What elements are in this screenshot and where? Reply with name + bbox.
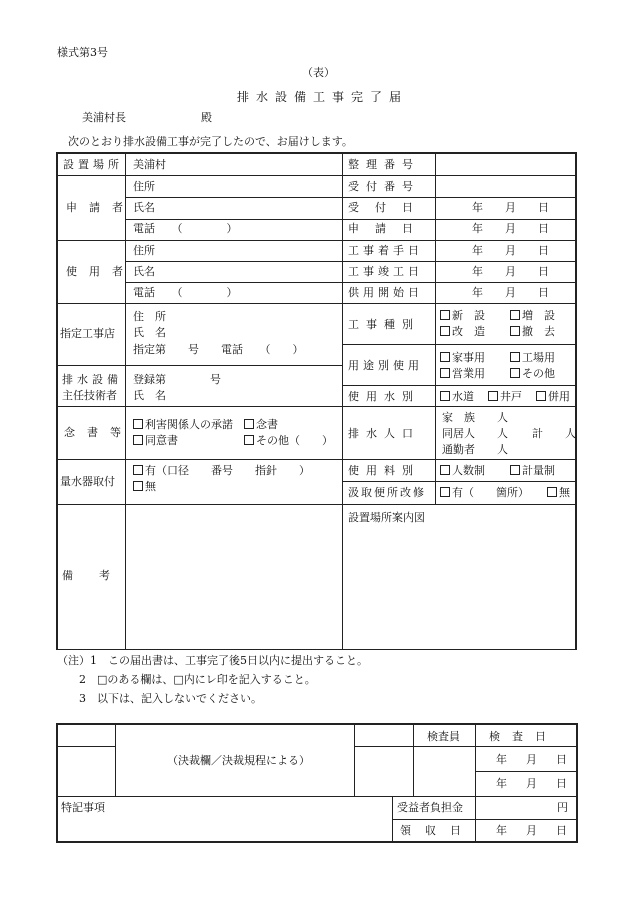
pop-total: 計 人 xyxy=(532,427,576,440)
app-date-label: 申請日 xyxy=(348,222,429,235)
receipt-date-label: 領収日 xyxy=(400,824,475,837)
inspect-date-2: 年 月 日 xyxy=(496,777,571,790)
pop-cohab: 同居人 人 xyxy=(442,427,508,440)
water-label: 使用水別 xyxy=(348,390,420,403)
inspect-date-1: 年 月 日 xyxy=(496,753,571,766)
engineer-label-2: 主任技術者 xyxy=(62,389,117,402)
side-label: （表） xyxy=(302,66,335,79)
checkbox-usage-other[interactable] xyxy=(510,368,520,378)
usage-label: 用途別使用 xyxy=(348,359,423,372)
checkbox-meter-yes[interactable] xyxy=(133,465,143,475)
checkbox-well[interactable] xyxy=(488,391,498,401)
water-opt-tap: 水道 xyxy=(440,391,474,402)
applicant-phone-label: 電話 （ ） xyxy=(133,222,238,235)
checkbox-toilet-no[interactable] xyxy=(547,487,557,497)
checkbox-both[interactable] xyxy=(536,391,546,401)
checkbox-home[interactable] xyxy=(440,352,450,362)
checkbox-toilet-yes[interactable] xyxy=(440,487,450,497)
checkbox-consent[interactable] xyxy=(133,419,143,429)
ref-no-label: 整理番号 xyxy=(348,158,420,171)
docs-row-1: 利害関係人の承諾 念書 xyxy=(133,419,278,430)
meter-opt-no: 無 xyxy=(133,481,156,492)
contractor-label: 指定工事店 xyxy=(60,327,115,340)
end-date-label: 工事竣工日 xyxy=(348,265,423,278)
app-date-value: 年 月 日 xyxy=(472,222,549,235)
toilet-opt-yes: 有（ 箇所） xyxy=(440,487,529,498)
remarks-label: 備考 xyxy=(62,569,136,582)
inspector-label: 検査員 xyxy=(427,730,460,743)
checkbox-remove[interactable] xyxy=(510,326,520,336)
applicant-label: 申請者 xyxy=(66,201,135,214)
meter-opt-yes: 有（口径 番号 指針 ） xyxy=(133,465,310,476)
checkbox-meter-no[interactable] xyxy=(133,481,143,491)
honorific: 殿 xyxy=(201,111,212,124)
note-2: 2 □のある欄は、□内にレ印を記入すること。 xyxy=(79,673,316,686)
checkbox-per-person[interactable] xyxy=(440,465,450,475)
fee-label: 使用料別 xyxy=(348,464,420,477)
engineer-name-label: 氏 名 xyxy=(133,389,166,402)
user-phone-label: 電話 （ ） xyxy=(133,286,238,299)
map-label: 設置場所案内図 xyxy=(348,511,425,524)
work-type-row-1b: 増 設 xyxy=(510,310,555,321)
form-number: 様式第3号 xyxy=(57,46,108,59)
applicant-address-label: 住所 xyxy=(133,180,155,193)
checkbox-new[interactable] xyxy=(440,310,450,320)
usage-opt-factory: 工場用 xyxy=(510,352,555,363)
pop-commute: 通勤者 人 xyxy=(442,443,508,456)
fee-opt-meter: 計量制 xyxy=(510,465,555,476)
checkbox-other[interactable] xyxy=(244,435,254,445)
user-address-label: 住所 xyxy=(133,244,155,257)
checkbox-memo[interactable] xyxy=(244,419,254,429)
recv-no-label: 受付番号 xyxy=(348,180,420,193)
docs-label: 念書等 xyxy=(64,426,133,439)
service-date-label: 供用開始日 xyxy=(348,286,423,299)
user-label: 使用者 xyxy=(66,265,135,278)
toilet-label: 汲取便所改修 xyxy=(348,486,426,499)
contractor-reg-line: 指定第 号 電話 （ ） xyxy=(133,343,304,356)
engineer-reg: 登録第 号 xyxy=(133,373,221,386)
water-opt-both: 併用 xyxy=(536,391,570,402)
note-3: 3 以下は、記入しないでください。 xyxy=(79,692,262,705)
work-type-label: 工事種別 xyxy=(348,318,420,331)
end-date-value: 年 月 日 xyxy=(472,265,549,278)
addressee: 美浦村長 xyxy=(82,111,126,124)
meter-label: 量水器取付 xyxy=(60,475,115,488)
usage-opt-other: その他 xyxy=(510,368,555,379)
checkbox-metered[interactable] xyxy=(510,465,520,475)
engineer-label-1: 排水設備 xyxy=(62,373,122,386)
site-label: 設置場所 xyxy=(63,158,123,171)
usage-opt-home: 家事用 xyxy=(440,352,485,363)
water-opt-well: 井戸 xyxy=(488,391,522,402)
start-date-value: 年 月 日 xyxy=(472,244,549,257)
work-type-row-2b: 撤 去 xyxy=(510,326,555,337)
service-date-value: 年 月 日 xyxy=(472,286,549,299)
fee-opt-head: 人数制 xyxy=(440,465,485,476)
usage-opt-biz: 営業用 xyxy=(440,368,485,379)
drain-pop-label: 排水人口 xyxy=(348,427,420,440)
recv-date-value: 年 月 日 xyxy=(472,201,549,214)
contractor-name-label: 氏 名 xyxy=(133,326,166,339)
decision-note: （決裁欄／決裁規程による） xyxy=(167,754,310,767)
pop-family: 家 族 人 xyxy=(442,411,508,424)
checkbox-factory[interactable] xyxy=(510,352,520,362)
checkbox-modify[interactable] xyxy=(440,326,450,336)
checkbox-add[interactable] xyxy=(510,310,520,320)
work-type-row-1: 新 設 xyxy=(440,310,485,321)
inspect-date-label: 検査日 xyxy=(489,730,558,743)
work-type-row-2: 改 造 xyxy=(440,326,485,337)
checkbox-agreement[interactable] xyxy=(133,435,143,445)
intro-text: 次のとおり排水設備工事が完了したので、お届けします。 xyxy=(68,135,353,148)
start-date-label: 工事着手日 xyxy=(348,244,423,257)
docs-row-2: 同意書 その他（ ） xyxy=(133,435,333,446)
burden-label: 受益者負担金 xyxy=(397,801,463,814)
user-name-label: 氏名 xyxy=(133,265,155,278)
toilet-opt-no: 無 xyxy=(547,487,570,498)
checkbox-tap-water[interactable] xyxy=(440,391,450,401)
checkbox-business[interactable] xyxy=(440,368,450,378)
contractor-address-label: 住 所 xyxy=(133,310,166,323)
applicant-name-label: 氏名 xyxy=(133,201,155,214)
recv-date-label: 受付日 xyxy=(348,201,429,214)
page-title: 排水設備工事完了届 xyxy=(237,90,409,104)
site-value: 美浦村 xyxy=(133,158,166,171)
note-1: （注）1 この届出書は、工事完了後5日以内に提出すること。 xyxy=(57,654,368,667)
yen-unit: 円 xyxy=(557,801,568,814)
receipt-date-value: 年 月 日 xyxy=(496,824,571,837)
special-notes-label: 特記事項 xyxy=(61,801,105,814)
